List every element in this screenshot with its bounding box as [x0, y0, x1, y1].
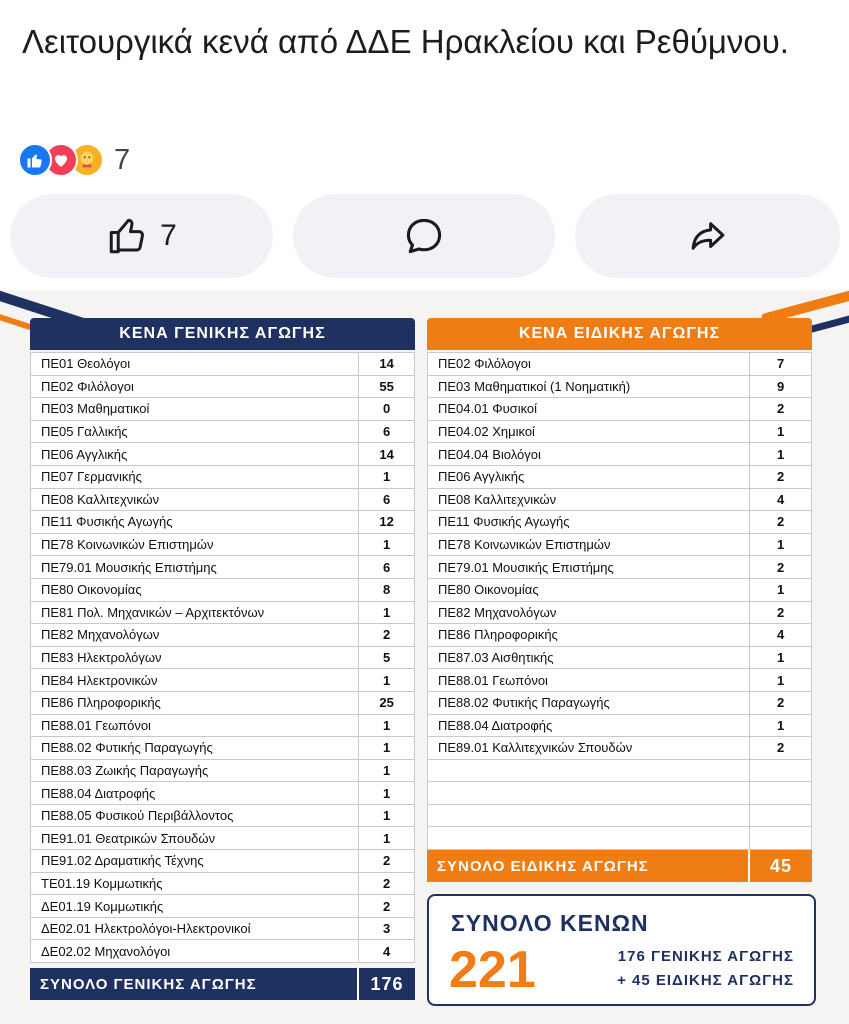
- specialty-name: ΤΕ01.19 Κομμωτικής: [31, 872, 359, 895]
- table-row: [31, 443, 415, 466]
- table-row: [31, 827, 415, 850]
- specialty-name: ΠΕ89.01 Καλλιτεχνικών Σπουδών: [428, 737, 750, 760]
- general-total-label: ΣΥΝΟΛΟ ΓΕΝΙΚΗΣ ΑΓΩΓΗΣ: [40, 975, 257, 993]
- vacancy-count: 9: [750, 375, 812, 398]
- vacancy-count: 5: [359, 646, 415, 669]
- vacancy-count: 6: [359, 556, 415, 579]
- vacancy-count: 1: [359, 533, 415, 556]
- special-total-value: 45: [748, 850, 812, 882]
- table-row: [428, 556, 812, 579]
- vacancy-count: 2: [359, 624, 415, 647]
- specialty-name: ΠΕ08 Καλλιτεχνικών: [31, 488, 359, 511]
- specialty-name: ΠΕ88.02 Φυτικής Παραγωγής: [31, 737, 359, 760]
- table-row: [31, 872, 415, 895]
- table-row: [31, 895, 415, 918]
- specialty-name: ΠΕ86 Πληροφορικής: [428, 624, 750, 647]
- table-row: [31, 714, 415, 737]
- specialty-name: ΠΕ84 Ηλεκτρονικών: [31, 669, 359, 692]
- specialty-name: ΠΕ78 Κοινωνικών Επιστημών: [31, 533, 359, 556]
- summary-line-general: 176 ΓΕΝΙΚΗΣ ΑΓΩΓΗΣ: [617, 948, 794, 965]
- table-row: [428, 669, 812, 692]
- general-table: [30, 352, 415, 963]
- specialty-name: ΠΕ91.02 Δραματικής Τέχνης: [31, 850, 359, 873]
- table-row: [31, 624, 415, 647]
- vacancy-count: 4: [750, 624, 812, 647]
- special-total-bar: [427, 850, 812, 882]
- specialty-name: ΠΕ02 Φιλόλογοι: [428, 353, 750, 376]
- specialty-name: ΔΕ02.01 Ηλεκτρολόγοι-Ηλεκτρονικοί: [31, 917, 359, 940]
- vacancy-count: 1: [750, 646, 812, 669]
- specialty-name: ΠΕ88.05 Φυσικού Περιβάλλοντος: [31, 804, 359, 827]
- vacancy-count: 12: [359, 511, 415, 534]
- table-row: [31, 375, 415, 398]
- like-button[interactable]: [10, 194, 273, 278]
- specialty-name: ΠΕ04.01 Φυσικοί: [428, 398, 750, 421]
- comment-button[interactable]: [293, 194, 555, 278]
- like-count: 7: [160, 219, 177, 252]
- table-row: [428, 465, 812, 488]
- table-row: [31, 737, 415, 760]
- vacancy-count: 55: [359, 375, 415, 398]
- specialty-name: ΠΕ88.04 Διατροφής: [31, 782, 359, 805]
- table-row: [428, 782, 812, 805]
- vacancy-count: 2: [750, 398, 812, 421]
- vacancy-count: 1: [359, 669, 415, 692]
- general-total-value: 176: [357, 968, 415, 1000]
- table-row: [31, 850, 415, 873]
- share-button[interactable]: [575, 194, 840, 278]
- vacancy-count: 14: [359, 353, 415, 376]
- table-row: [428, 691, 812, 714]
- vacancy-count: 2: [359, 850, 415, 873]
- vacancy-count: 1: [359, 737, 415, 760]
- reaction-count: 7: [114, 143, 131, 176]
- vacancy-count: 1: [359, 782, 415, 805]
- table-row: [31, 691, 415, 714]
- vacancy-count: [750, 804, 812, 827]
- summary-box: [427, 894, 816, 1006]
- specialty-name: ΠΕ02 Φιλόλογοι: [31, 375, 359, 398]
- table-row: [31, 488, 415, 511]
- vacancy-count: 2: [359, 872, 415, 895]
- vacancy-count: 1: [359, 804, 415, 827]
- special-total-label: ΣΥΝΟΛΟ ΕΙΔΙΚΗΣ ΑΓΩΓΗΣ: [437, 857, 649, 875]
- specialty-name: ΠΕ87.03 Αισθητικής: [428, 646, 750, 669]
- specialty-name: ΠΕ91.01 Θεατρικών Σπουδών: [31, 827, 359, 850]
- vacancy-count: 25: [359, 691, 415, 714]
- vacancy-count: 1: [359, 759, 415, 782]
- table-row: [428, 533, 812, 556]
- table-row: [428, 578, 812, 601]
- general-total-bar: [30, 968, 415, 1000]
- table-row: [428, 737, 812, 760]
- specialty-name: ΠΕ78 Κοινωνικών Επιστημών: [428, 533, 750, 556]
- comment-icon: [402, 214, 446, 258]
- specialty-name: ΠΕ11 Φυσικής Αγωγής: [31, 511, 359, 534]
- specialty-name: ΠΕ06 Αγγλικής: [428, 465, 750, 488]
- vacancy-count: 2: [750, 601, 812, 624]
- vacancies-graphic: [0, 290, 849, 1024]
- specialty-name: ΠΕ81 Πολ. Μηχανικών – Αρχιτεκτόνων: [31, 601, 359, 624]
- action-bar: [10, 194, 840, 278]
- specialty-name: [428, 804, 750, 827]
- table-row: [31, 465, 415, 488]
- table-row: [428, 714, 812, 737]
- specialty-name: ΠΕ83 Ηλεκτρολόγων: [31, 646, 359, 669]
- specialty-name: ΠΕ01 Θεολόγοι: [31, 353, 359, 376]
- vacancy-count: [750, 782, 812, 805]
- table-row: [428, 601, 812, 624]
- summary-title: ΣΥΝΟΛΟ ΚΕΝΩΝ: [451, 910, 649, 936]
- specialty-name: ΠΕ04.04 Βιολόγοι: [428, 443, 750, 466]
- vacancy-count: 2: [359, 895, 415, 918]
- specialty-name: ΠΕ88.01 Γεωπόνοι: [31, 714, 359, 737]
- specialty-name: ΠΕ88.02 Φυτικής Παραγωγής: [428, 691, 750, 714]
- vacancy-count: 4: [359, 940, 415, 963]
- vacancy-count: 2: [750, 556, 812, 579]
- vacancy-count: 4: [750, 488, 812, 511]
- vacancy-count: 7: [750, 353, 812, 376]
- post-text: Λειτουργικά κενά από ΔΔΕ Ηρακλείου και Ρεθύμνου.: [22, 23, 789, 60]
- table-row: [428, 375, 812, 398]
- table-row: [31, 940, 415, 963]
- specialty-name: [428, 827, 750, 850]
- table-row: [31, 669, 415, 692]
- specialty-name: ΠΕ79.01 Μουσικής Επιστήμης: [31, 556, 359, 579]
- vacancy-count: [750, 827, 812, 850]
- specialty-name: ΔΕ01.19 Κομμωτικής: [31, 895, 359, 918]
- table-row: [31, 533, 415, 556]
- table-row: [428, 646, 812, 669]
- table-row: [31, 804, 415, 827]
- specialty-name: ΠΕ03 Μαθηματικοί (1 Νοηματική): [428, 375, 750, 398]
- special-table: [427, 352, 812, 850]
- specialty-name: ΠΕ06 Αγγλικής: [31, 443, 359, 466]
- vacancy-count: 6: [359, 420, 415, 443]
- specialty-name: [428, 782, 750, 805]
- table-row: [31, 578, 415, 601]
- thumbs-up-icon: [106, 215, 148, 257]
- table-row: [31, 398, 415, 421]
- specialty-name: ΔΕ02.02 Μηχανολόγοι: [31, 940, 359, 963]
- specialty-name: ΠΕ82 Μηχανολόγων: [428, 601, 750, 624]
- specialty-name: [428, 759, 750, 782]
- vacancy-count: 0: [359, 398, 415, 421]
- table-row: [428, 398, 812, 421]
- table-row: [428, 353, 812, 376]
- vacancy-count: 1: [359, 465, 415, 488]
- special-panel-title: ΚΕΝΑ ΕΙΔΙΚΗΣ ΑΓΩΓΗΣ: [427, 318, 812, 350]
- specialty-name: ΠΕ82 Μηχανολόγων: [31, 624, 359, 647]
- vacancy-count: 1: [750, 578, 812, 601]
- specialty-name: ΠΕ11 Φυσικής Αγωγής: [428, 511, 750, 534]
- table-row: [31, 917, 415, 940]
- table-row: [31, 782, 415, 805]
- vacancy-count: 1: [359, 601, 415, 624]
- specialty-name: ΠΕ08 Καλλιτεχνικών: [428, 488, 750, 511]
- table-row: [31, 353, 415, 376]
- table-row: [31, 759, 415, 782]
- vacancy-count: [750, 759, 812, 782]
- table-row: [428, 420, 812, 443]
- summary-line-special: + 45 ΕΙΔΙΚΗΣ ΑΓΩΓΗΣ: [617, 972, 794, 989]
- vacancy-count: 1: [750, 533, 812, 556]
- specialty-name: ΠΕ86 Πληροφορικής: [31, 691, 359, 714]
- vacancy-count: 1: [359, 827, 415, 850]
- summary-total: 221: [449, 941, 536, 999]
- reactions-summary[interactable]: [18, 140, 130, 180]
- vacancy-count: 6: [359, 488, 415, 511]
- vacancy-count: 1: [750, 420, 812, 443]
- table-row: [31, 601, 415, 624]
- vacancy-count: 2: [750, 511, 812, 534]
- specialty-name: ΠΕ07 Γερμανικής: [31, 465, 359, 488]
- table-row: [31, 646, 415, 669]
- specialty-name: ΠΕ88.04 Διατροφής: [428, 714, 750, 737]
- table-row: [31, 420, 415, 443]
- table-row: [428, 804, 812, 827]
- table-row: [428, 759, 812, 782]
- table-row: [428, 827, 812, 850]
- specialty-name: ΠΕ88.03 Ζωικής Παραγωγής: [31, 759, 359, 782]
- vacancy-count: 1: [750, 443, 812, 466]
- vacancy-count: 2: [750, 465, 812, 488]
- vacancy-count: 14: [359, 443, 415, 466]
- specialty-name: ΠΕ79.01 Μουσικής Επιστήμης: [428, 556, 750, 579]
- vacancy-count: 2: [750, 737, 812, 760]
- specialty-name: ΠΕ80 Οικονομίας: [31, 578, 359, 601]
- vacancy-count: 1: [359, 714, 415, 737]
- general-panel-title: ΚΕΝΑ ΓΕΝΙΚΗΣ ΑΓΩΓΗΣ: [30, 318, 415, 350]
- vacancy-count: 2: [750, 691, 812, 714]
- vacancy-count: 1: [750, 714, 812, 737]
- share-icon: [687, 215, 729, 257]
- table-row: [31, 556, 415, 579]
- specialty-name: ΠΕ03 Μαθηματικοί: [31, 398, 359, 421]
- table-row: [428, 511, 812, 534]
- like-icon: [18, 143, 52, 177]
- vacancy-count: 8: [359, 578, 415, 601]
- table-row: [31, 511, 415, 534]
- table-row: [428, 443, 812, 466]
- specialty-name: ΠΕ05 Γαλλικής: [31, 420, 359, 443]
- specialty-name: ΠΕ88.01 Γεωπόνοι: [428, 669, 750, 692]
- vacancy-count: 3: [359, 917, 415, 940]
- vacancy-count: 1: [750, 669, 812, 692]
- table-row: [428, 488, 812, 511]
- specialty-name: ΠΕ04.02 Χημικοί: [428, 420, 750, 443]
- table-row: [428, 624, 812, 647]
- specialty-name: ΠΕ80 Οικονομίας: [428, 578, 750, 601]
